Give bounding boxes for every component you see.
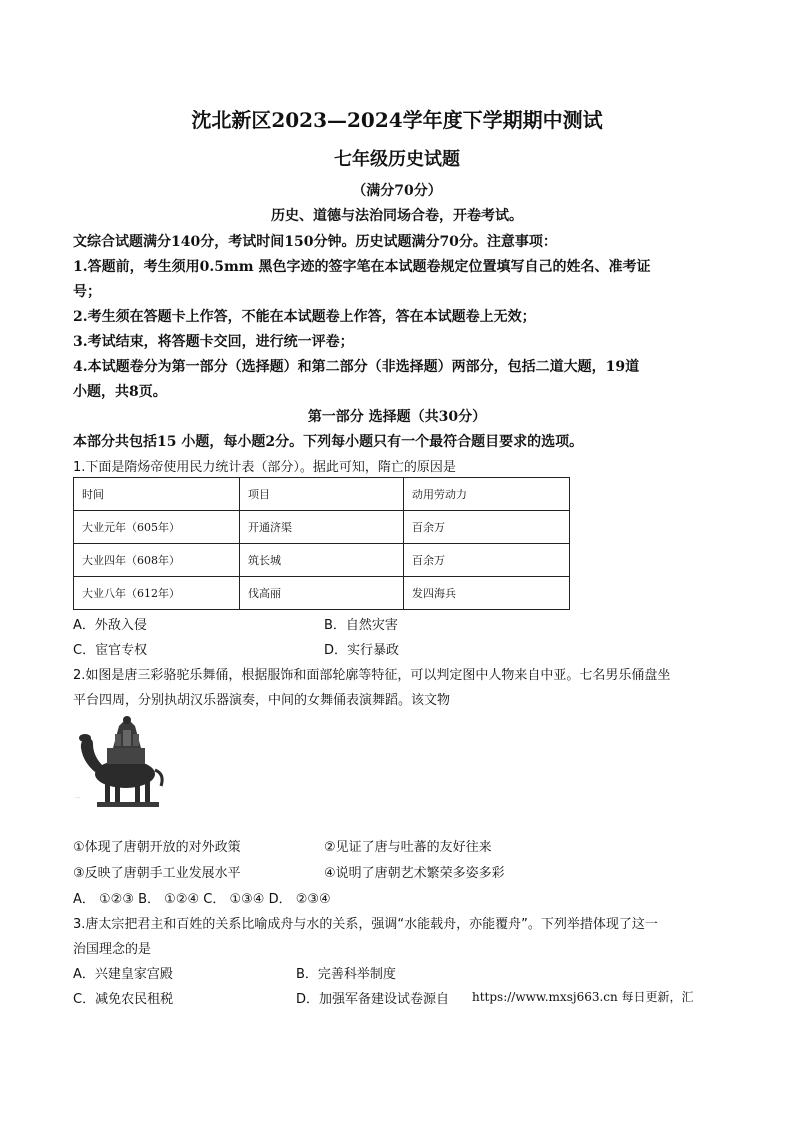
q2-stem: 2.如图是唐三彩骆驼乐舞俑，根据服饰和面部轮廓等特征，可以判定图中人物来自中亚。七名男乐俑盘坐 [73, 668, 671, 683]
q1-table [73, 477, 570, 610]
table-header-row [74, 478, 570, 511]
table-cell: 大业八年（612年） [74, 577, 240, 610]
q2-statement-3: ③反映了唐朝手工业发展水平 [73, 866, 241, 881]
exam-subtitle: 七年级历史试题 [334, 149, 460, 170]
table-cell: 大业四年（608年） [74, 544, 240, 577]
instruction-4: 4.本试题卷分为第一部分（选择题）和第二部分（非选择题）两部分，包括二道大题，19道 [73, 359, 640, 375]
exam-mode-note: 历史、道德与法治同场合卷，开卷考试。 [271, 208, 523, 224]
q3-stem: 3.唐太宗把君主和百姓的关系比喻成舟与水的关系，强调“水能载舟，亦能覆舟”。下列举措体现了这一 [73, 917, 658, 932]
q3-option-b: B．完善科举制度 [296, 967, 396, 982]
q2-statement-2: ②见证了唐与吐蕃的友好往来 [324, 840, 492, 855]
q2-statement-1: ①体现了唐朝开放的对外政策 [73, 840, 241, 855]
instructions-intro: 文综合试题满分140分，考试时间150分钟。历史试题满分70分。注意事项： [73, 234, 557, 250]
part1-heading: 第一部分 选择题（共30分） [307, 409, 487, 425]
exam-title: 沈北新区2023—2024学年度下学期期中测试 [191, 108, 603, 132]
q3-option-c: C．减免农民租税 [73, 992, 174, 1007]
instruction-3: 3.考试结束，将答题卡交回，进行统一评卷； [73, 334, 354, 350]
table-cell: 开通济渠 [240, 511, 404, 544]
part1-description: 本部分共包括15 小题，每小题2分。下列每小题只有一个最符合题目要求的选项。 [73, 434, 584, 450]
q3-option-d: D．加强军备建设试卷源自 [296, 992, 450, 1007]
table-cell: 百余万 [404, 544, 570, 577]
q3-option-a: A．兴建皇家宫殿 [73, 967, 173, 982]
table-cell: 大业元年（605年） [74, 511, 240, 544]
table-cell: 发四海兵 [404, 577, 570, 610]
table-row [74, 544, 570, 577]
score-note: （满分70分） [352, 183, 442, 199]
table-row [74, 511, 570, 544]
svg-text:···: ··· [75, 795, 81, 802]
table-row [74, 577, 570, 610]
table-header-cell: 项目 [240, 478, 404, 511]
q2-stem-cont: 平台四周，分别执胡汉乐器演奏，中间的女舞俑表演舞蹈。该文物 [73, 693, 451, 708]
q1-option-d: D．实行暴政 [324, 643, 400, 658]
instruction-4-cont: 小题，共8页。 [73, 384, 167, 400]
q1-stem: 1.下面是隋炀帝使用民力统计表（部分）。据此可知，隋亡的原因是 [73, 460, 456, 475]
q3-stem-cont: 治国理念的是 [73, 942, 152, 957]
camel-figurine-image [73, 712, 173, 812]
instruction-1-cont: 号； [73, 284, 101, 300]
table-cell: 伐高丽 [240, 577, 404, 610]
table-cell: 百余万 [404, 511, 570, 544]
table-header-cell: 时间 [74, 478, 240, 511]
table-cell: 筑长城 [240, 544, 404, 577]
q1-option-a: A．外敌入侵 [73, 618, 147, 633]
table-header-cell: 动用劳动力 [404, 478, 570, 511]
q2-statement-4: ④说明了唐朝艺术繁荣多姿多彩 [324, 866, 505, 881]
q1-option-b: B．自然灾害 [324, 618, 398, 633]
q1-option-c: C．宦官专权 [73, 643, 148, 658]
instruction-1: 1.答题前，考生须用0.5mm 黑色字迹的签字笔在本试题卷规定位置填写自己的姓名、准考证 [73, 259, 651, 275]
q2-options: A． ①②③ B． ①②④ C． ①③④ D． ②③④ [73, 892, 331, 907]
instruction-2: 2.考生须在答题卡上作答，不能在本试题卷上作答，答在本试题卷上无效； [73, 309, 536, 325]
watermark-text: https://www.mxsj663.cn 每日更新，汇 [472, 990, 694, 1004]
